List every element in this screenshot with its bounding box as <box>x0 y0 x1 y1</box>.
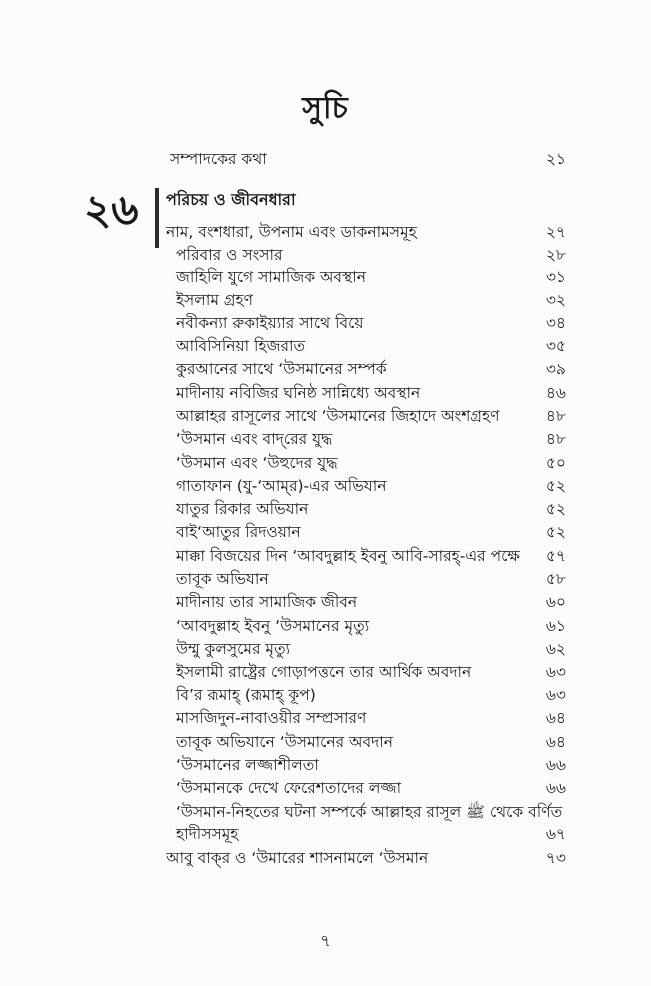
toc-entry <box>0 567 651 591</box>
toc-entry-label: তাবূক অভিযানে ‘উসমানের অবদান <box>176 733 393 751</box>
toc-entry <box>0 846 651 870</box>
toc-entry <box>0 381 651 405</box>
toc-entry <box>0 497 651 521</box>
toc-entry-page: ২৮ <box>545 246 566 264</box>
toc-entry <box>0 404 651 428</box>
toc-entry-label: আবিসিনিয়া হিজরাত <box>176 337 306 355</box>
toc-entry <box>0 776 651 800</box>
toc-entry <box>0 427 651 451</box>
toc-entry-label: নবীকন্যা রুকাইয়্যার সাথে বিয়ে <box>176 314 364 332</box>
toc-entry-label: পরিবার ও সংসার <box>176 246 283 264</box>
toc-entry <box>0 220 651 244</box>
toc-entry <box>0 590 651 614</box>
toc-entry-label: গাতাফান (যু-‘আম্‌র)-এর অভিযান <box>176 477 387 495</box>
toc-entry-label: তাবূক অভিযান <box>176 570 269 588</box>
toc-entry-page: ২১ <box>545 150 566 168</box>
toc-entry-label: বি’র রূমাহ্‌ (রূমাহ্‌ কূপ) <box>176 686 316 704</box>
toc-entry-label: ‘উসমানের লজ্জাশীলতা <box>176 756 319 774</box>
toc-entry-preface <box>0 147 651 171</box>
toc-entry-label: বাই‘আতুর রিদওয়ান <box>176 523 301 541</box>
toc-entry-page: ৪৮ <box>545 430 566 448</box>
toc-entry-label: ‘উসমান এবং বাদ্‌রের যুদ্ধ <box>176 430 333 448</box>
toc-entry-page: ৫২ <box>545 523 566 541</box>
toc-entry-page: ৬৪ <box>545 709 566 727</box>
toc-entry-page: ৫০ <box>545 454 566 472</box>
toc-entry-page: ৩১ <box>545 268 566 286</box>
toc-entry-label: যাতুর রিকার অভিযান <box>176 500 309 518</box>
toc-entry <box>0 311 651 335</box>
toc-entry-label: মাক্কা বিজয়ের দিন ‘আবদুল্লাহ ইবনু আবি-সারহ্‌-এর পক্ষে <box>176 547 520 565</box>
toc-entry-page: ৬১ <box>545 617 566 635</box>
toc-entry <box>0 660 651 684</box>
toc-entry-page: ৬৪ <box>545 733 566 751</box>
section-number: ২৬ <box>84 185 139 234</box>
toc-entry-page: ৫২ <box>545 500 566 518</box>
toc-entry <box>0 243 651 267</box>
toc-entry-page: ৩৯ <box>545 360 566 378</box>
toc-entry <box>0 265 651 289</box>
toc-entry-label: কুরআনের সাথে ‘উসমানের সম্পর্ক <box>176 360 387 378</box>
toc-entry-page: ৬৬ <box>545 779 566 797</box>
toc-entry-label: ‘উসমানকে দেখে ফেরেশতাদের লজ্জা <box>176 779 402 797</box>
toc-entry <box>0 706 651 730</box>
toc-entry-label: ‘আবদুল্লাহ ইবনু ‘উসমানের মৃত্যু <box>176 617 370 635</box>
toc-entry <box>0 474 651 498</box>
page-title: সুচি <box>302 91 349 126</box>
toc-entry <box>0 637 651 661</box>
toc-entry <box>0 520 651 544</box>
toc-entry-page: ৬৩ <box>545 686 566 704</box>
toc-entry-label: আল্লাহর রাসূলের সাথে ‘উসমানের জিহাদে অংশগ্রহণ <box>176 407 500 425</box>
toc-entry <box>0 334 651 358</box>
toc-entry <box>0 288 651 312</box>
toc-entry <box>0 544 651 568</box>
page-number: ৭ <box>320 931 331 950</box>
toc-entry-page: ৫৮ <box>545 570 566 588</box>
toc-entry-label: আবু বাক্‌র ও ‘উমারের শাসনামলে ‘উসমান <box>166 849 429 867</box>
toc-entry-page: ৬২ <box>545 640 566 658</box>
toc-entry-page: ৬৬ <box>545 756 566 774</box>
toc-entry <box>0 451 651 475</box>
toc-entry-label: ইসলামী রাষ্ট্রের গোড়াপত্তনে তার আর্থিক অবদান <box>176 663 472 681</box>
toc-entry <box>0 822 651 846</box>
toc-entry-page: ৬০ <box>545 593 566 611</box>
toc-entry-page: ৭৩ <box>545 849 566 867</box>
toc-entry-page: ৫২ <box>545 477 566 495</box>
toc-entry <box>0 730 651 754</box>
toc-entry <box>0 800 651 824</box>
toc-entry-label: হাদীসসমূহ <box>176 825 239 843</box>
toc-entry-label: জাহিলি যুগে সামাজিক অবস্থান <box>176 268 367 286</box>
toc-entry-label: সম্পাদকের কথা <box>170 150 267 168</box>
toc-entry-page: ৪৮ <box>545 407 566 425</box>
toc-entry-page: ৬৩ <box>545 663 566 681</box>
toc-entry-label: মাদীনায় তার সামাজিক জীবন <box>176 593 358 611</box>
toc-entry <box>0 753 651 777</box>
toc-entry-page: ৩২ <box>545 291 566 309</box>
toc-entry-label: ইসলাম গ্রহণ <box>176 291 254 309</box>
toc-entry-page: ৩৫ <box>545 337 566 355</box>
toc-entry-label: মাদীনায় নবিজির ঘনিষ্ঠ সান্নিধ্যে অবস্থান <box>176 384 421 402</box>
toc-entry-page: ৪৬ <box>545 384 566 402</box>
toc-entry-label: ‘উসমান এবং ‘উহুদের যুদ্ধ <box>176 454 338 472</box>
toc-entry-label: ‘উসমান-নিহতের ঘটনা সম্পর্কে আল্লাহর রাসূল ﷺ থেকে বর্ণিত <box>176 803 563 821</box>
toc-entry-page: ৫৭ <box>545 547 566 565</box>
toc-entry-page: ২৭ <box>545 223 566 241</box>
toc-entry-label: মাসজিদুন-নাবাওয়ীর সম্প্রসারণ <box>176 709 367 727</box>
toc-entry <box>0 357 651 381</box>
toc-entry-label: নাম, বংশধারা, উপনাম এবং ডাকনামসমূহ <box>166 223 417 241</box>
section-heading: পরিচয় ও জীবনধারা <box>166 190 296 209</box>
toc-entry-label: উম্মু কুলসুমের মৃত্যু <box>176 640 291 658</box>
toc-entry <box>0 683 651 707</box>
toc-entry <box>0 614 651 638</box>
toc-entry-page: ৬৭ <box>545 825 566 843</box>
toc-entry-page: ৩৪ <box>545 314 566 332</box>
